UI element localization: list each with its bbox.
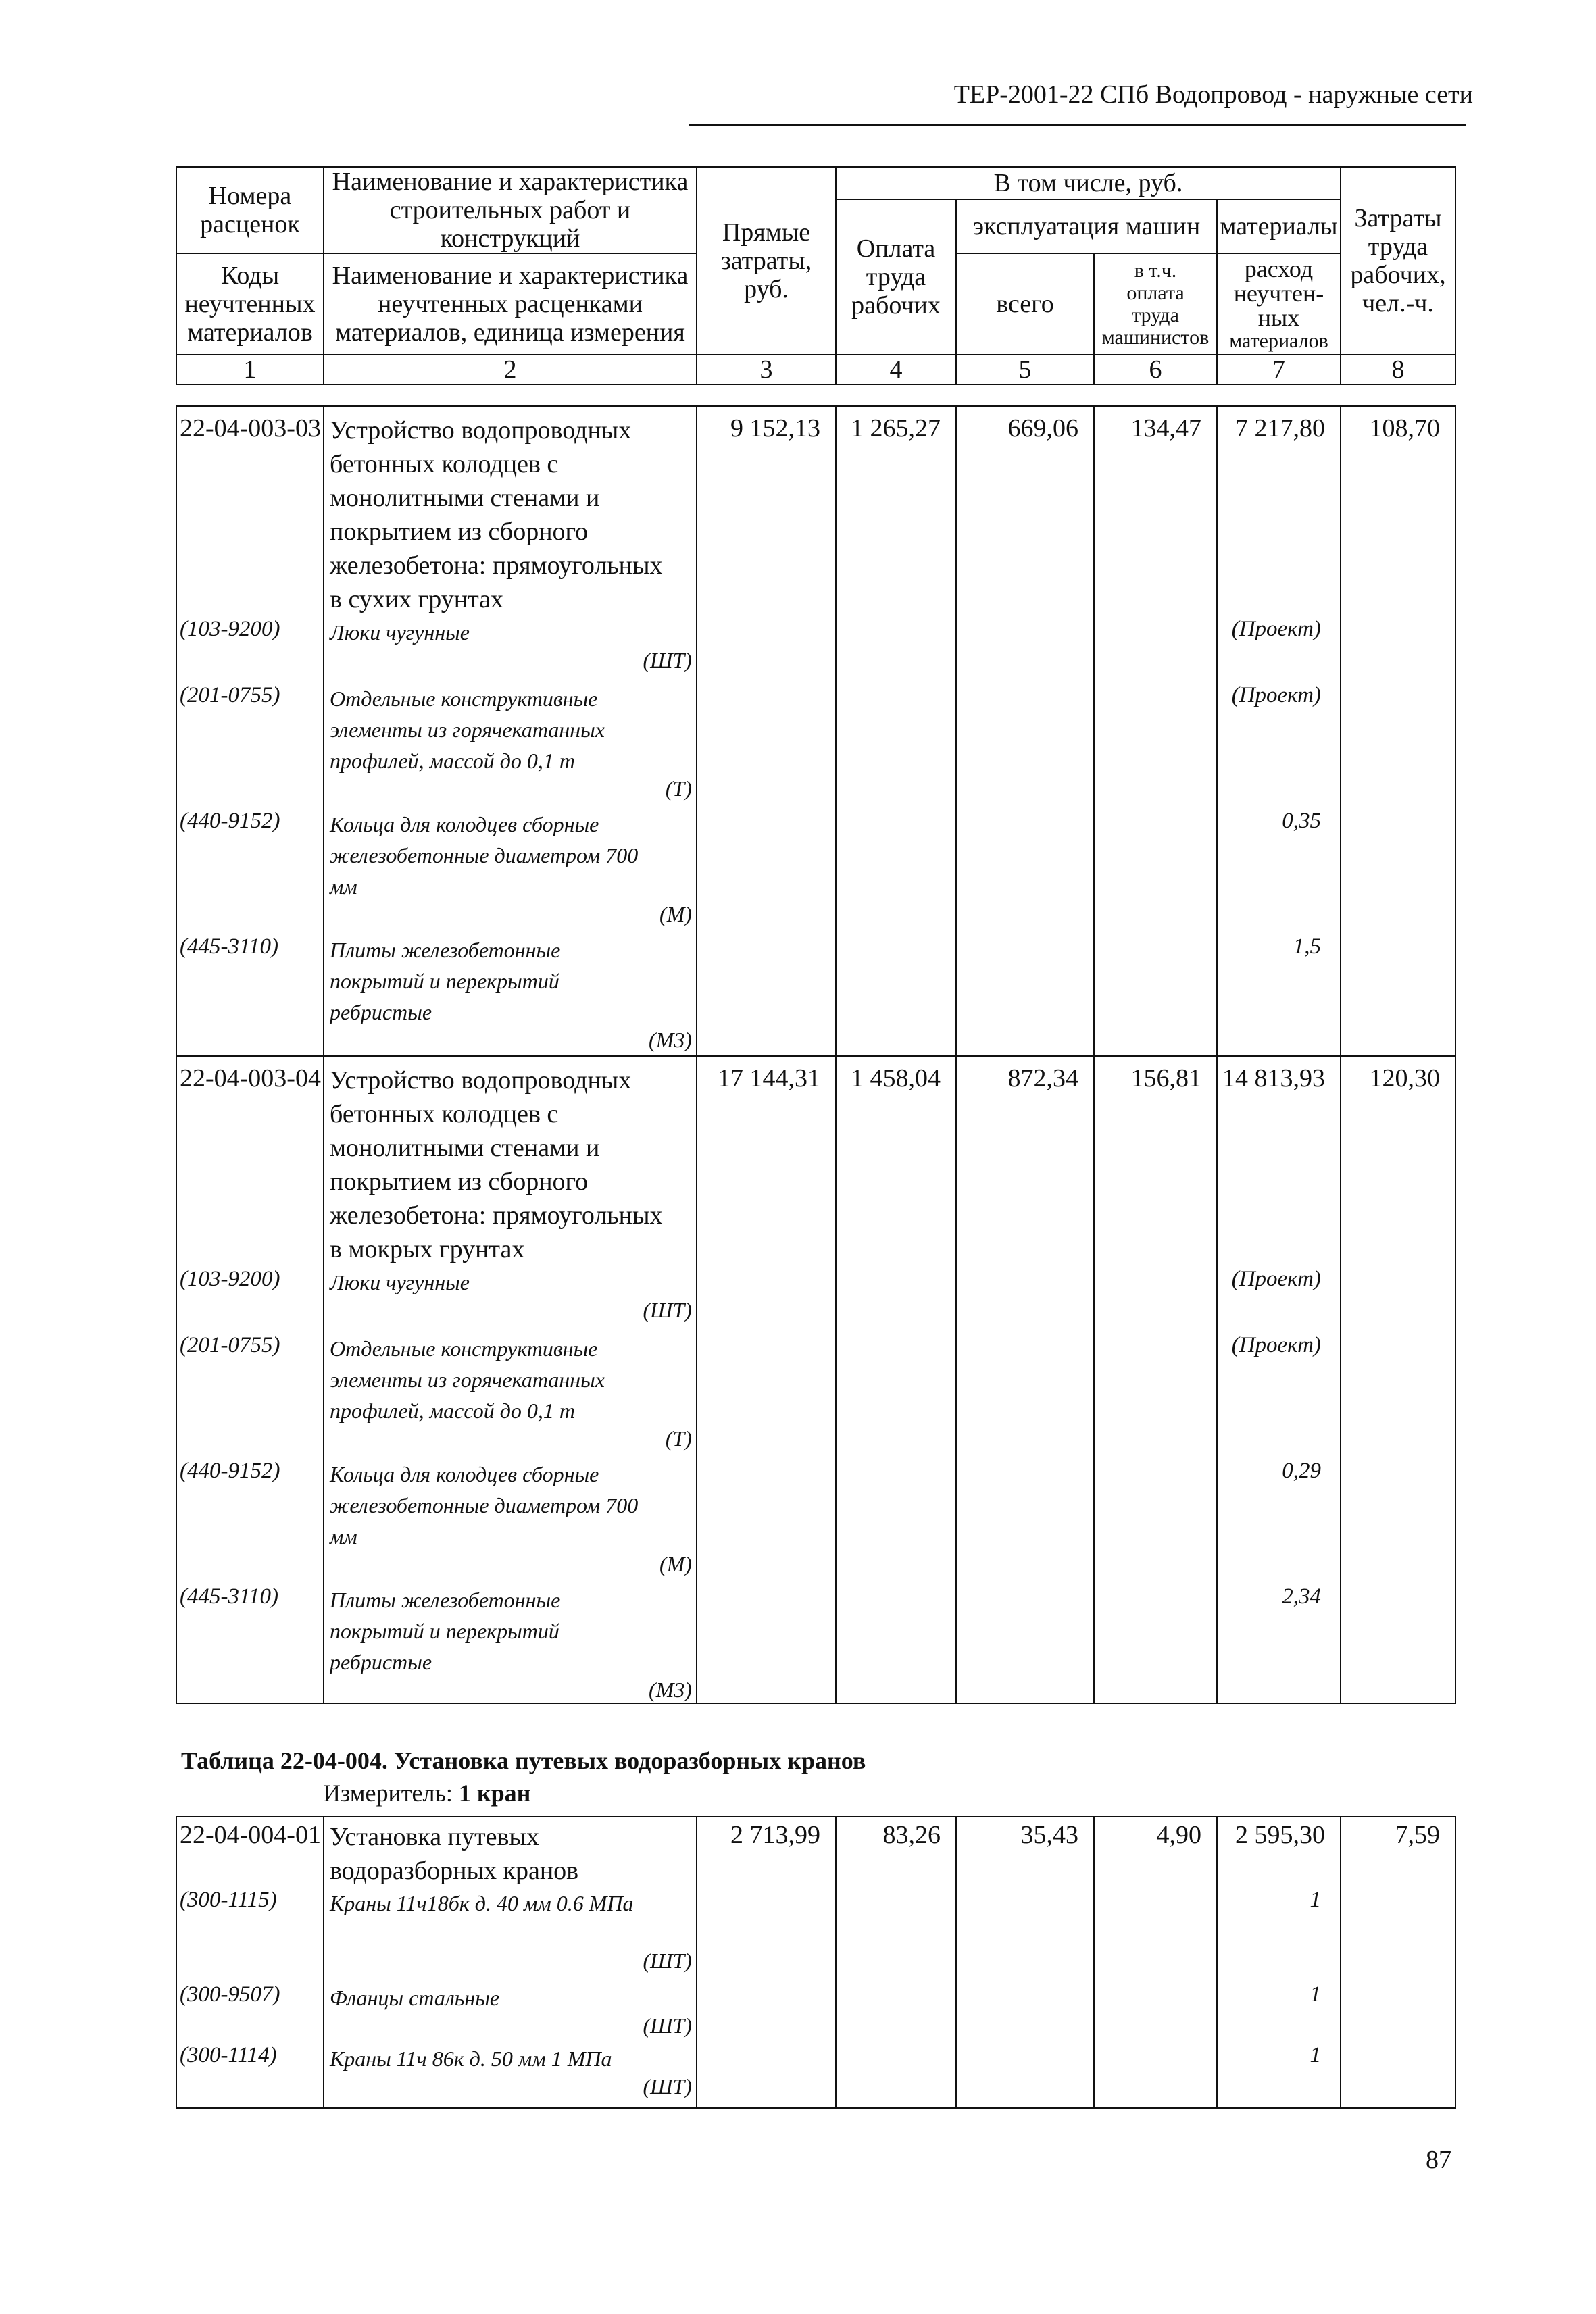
table-row	[176, 1817, 1455, 1888]
direct-cost: 17 144,31	[718, 1064, 820, 1092]
machines-cost: 669,06	[1007, 414, 1078, 443]
list-item: (440-9152) Кольца для колодцев сборные железобетонные диаметром 700 мм (М) 0,29	[176, 1459, 1455, 1584]
machines-header: эксплуатация машин	[956, 199, 1217, 253]
col1-top-header: Номера расценок	[176, 167, 324, 253]
col7-header: расход неучтен- ных материалов	[1217, 253, 1341, 355]
col4-header: Оплата труда рабочих	[836, 199, 956, 355]
col-number-2: 2	[324, 355, 697, 384]
table-row	[176, 406, 1455, 617]
list-item: (300-9507) Фланцы стальные (ШТ) 1	[176, 1982, 1455, 2043]
materials-header: материалы	[1217, 199, 1341, 253]
col2-top-header: Наименование и характеристика строительных работ и конструкций	[324, 167, 697, 253]
list-item: (445-3110) Плиты железобетонные покрытий и перекрытий ребристые (М3) 1,5	[176, 934, 1455, 1056]
col1-bottom-header: Коды неучтенных материалов	[176, 253, 324, 355]
col-number-4: 4	[836, 355, 956, 384]
rates-table-2	[176, 1816, 1456, 2109]
labor-hours: 120,30	[1369, 1064, 1440, 1092]
rate-title: Устройство водопроводных бетонных колодцев с монолитными стенами и покрытием из сборного железобетона: прямоугольных в сухих грунтах	[330, 416, 663, 613]
col5-header: всего	[956, 253, 1094, 355]
page-header-title: ТЕР-2001-22 СПб Водопровод - наружные сети	[953, 80, 1473, 109]
rates-table	[176, 405, 1456, 1704]
labor-hours: 7,59	[1395, 1821, 1440, 1849]
col-number-1: 1	[176, 355, 324, 384]
page-number: 87	[1426, 2146, 1451, 2174]
labor-cost: 1 265,27	[851, 414, 941, 443]
col-number-5: 5	[956, 355, 1094, 384]
rate-code: 22-04-003-03	[180, 414, 321, 443]
list-item: (440-9152) Кольца для колодцев сборные железобетонные диаметром 700 мм (М) 0,35	[176, 809, 1455, 934]
col8-header: Затраты труда рабочих, чел.-ч.	[1341, 167, 1455, 355]
rate-code: 22-04-003-04	[180, 1064, 321, 1092]
list-item: (103-9200) Люки чугунные (ШТ) (Проект)	[176, 617, 1455, 683]
list-item: (201-0755) Отдельные конструктивные элементы из горячекатанных профилей, массой до 0,1 т (Т) (Проект)	[176, 683, 1455, 809]
table-header	[176, 166, 1456, 385]
labor-cost: 83,26	[882, 1821, 941, 1849]
direct-cost: 9 152,13	[730, 414, 820, 443]
rate-code: 22-04-004-01	[180, 1821, 321, 1849]
col3-header: Прямые затраты, руб.	[697, 167, 836, 355]
col-number-7: 7	[1217, 355, 1341, 384]
machines-cost: 35,43	[1020, 1821, 1078, 1849]
col6-header: в т.ч. оплата труда машинистов	[1094, 253, 1217, 355]
direct-cost: 2 713,99	[730, 1821, 820, 1849]
col2-bottom-header: Наименование и характеристика неучтенных расценками материалов, единица измерения	[324, 253, 697, 355]
operators-cost: 134,47	[1130, 414, 1201, 443]
group-header: В том числе, руб.	[836, 167, 1341, 199]
machines-cost: 872,34	[1007, 1064, 1078, 1092]
measure-line: Измеритель: 1 кран	[323, 1780, 531, 1807]
materials-cost: 14 813,93	[1222, 1064, 1325, 1092]
list-item: (103-9200) Люки чугунные (ШТ) (Проект)	[176, 1267, 1455, 1333]
rate-title: Устройство водопроводных бетонных колодцев с монолитными стенами и покрытием из сборного железобетона: прямоугольных в мокрых грунтах	[330, 1066, 663, 1263]
labor-hours: 108,70	[1369, 414, 1440, 443]
materials-cost: 2 595,30	[1235, 1821, 1325, 1849]
rate-title: Установка путевых водоразборных кранов	[330, 1823, 579, 1885]
header-rule	[689, 124, 1466, 126]
materials-cost: 7 217,80	[1235, 414, 1325, 443]
labor-cost: 1 458,04	[851, 1064, 941, 1092]
section-title: Таблица 22-04-004. Установка путевых водоразборных кранов	[181, 1747, 866, 1774]
list-item: (300-1115) Краны 11ч18бк д. 40 мм 0.6 МПа (ШТ) 1	[176, 1888, 1455, 1982]
col-number-3: 3	[697, 355, 836, 384]
operators-cost: 4,90	[1156, 1821, 1201, 1849]
col-number-8: 8	[1341, 355, 1455, 384]
col-number-6: 6	[1094, 355, 1217, 384]
list-item: (445-3110) Плиты железобетонные покрытий и перекрытий ребристые (М3) 2,34	[176, 1584, 1455, 1703]
operators-cost: 156,81	[1130, 1064, 1201, 1092]
list-item: (300-1114) Краны 11ч 86к д. 50 мм 1 МПа (ШТ) 1	[176, 2043, 1455, 2108]
list-item: (201-0755) Отдельные конструктивные элементы из горячекатанных профилей, массой до 0,1 т (Т) (Проект)	[176, 1333, 1455, 1459]
table-row	[176, 1056, 1455, 1267]
